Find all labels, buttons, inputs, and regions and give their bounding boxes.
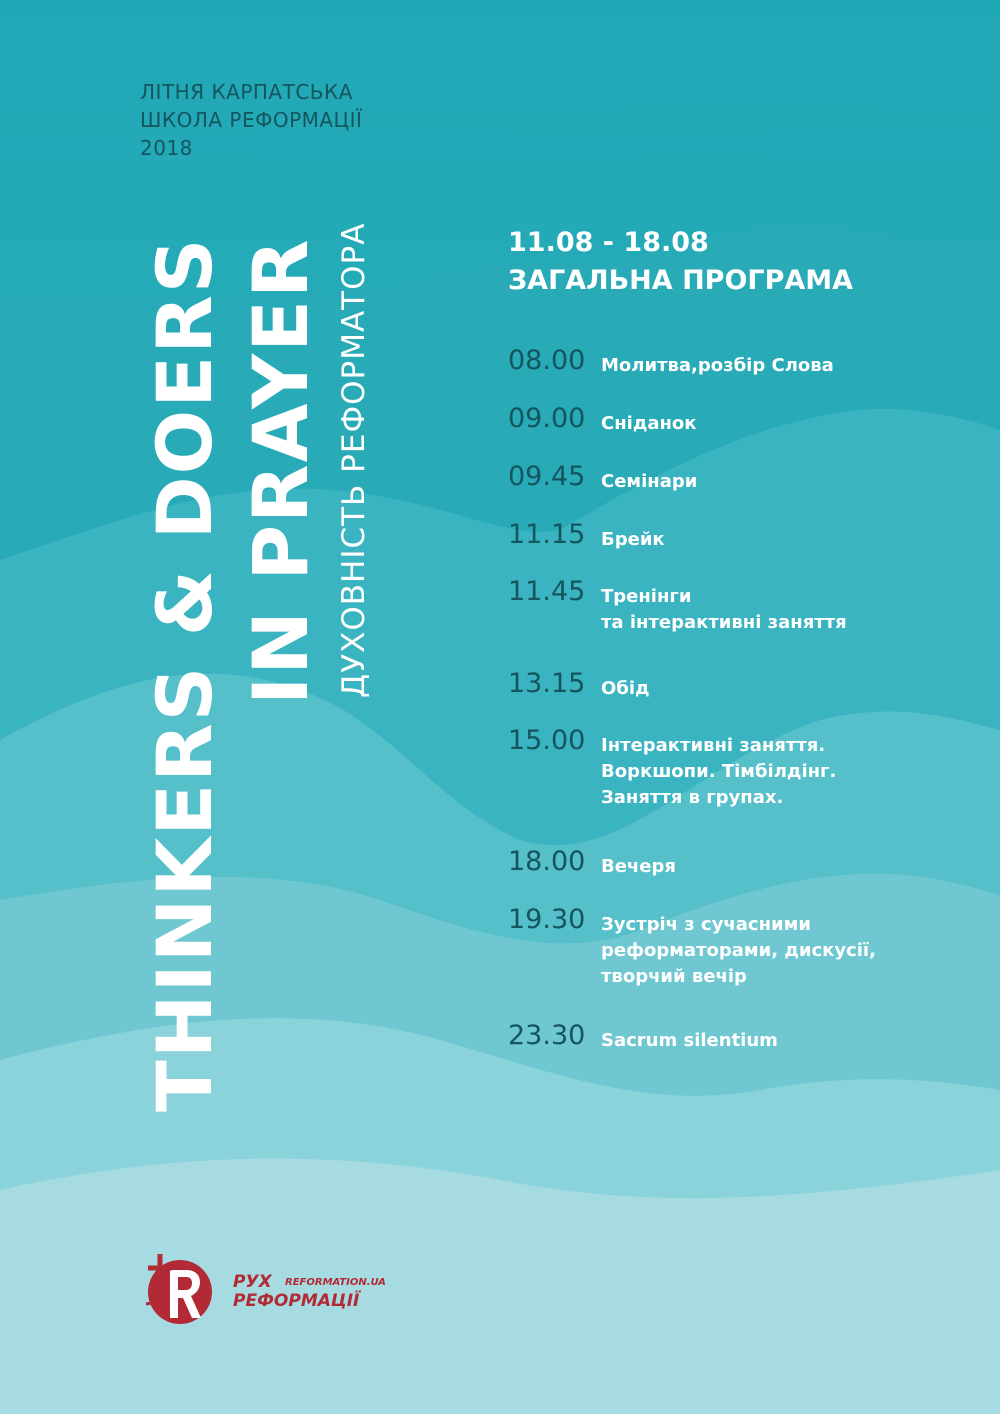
schedule-activity xyxy=(601,527,665,553)
schedule-time: 09.45 xyxy=(508,461,586,492)
school-line-2: ШКОЛА РЕФОРМАЦІЇ xyxy=(140,108,363,132)
r-cross-logo-icon xyxy=(140,1244,220,1334)
logo-ruh-text: РУХ xyxy=(233,1272,272,1292)
schedule-activity xyxy=(601,584,847,636)
program-dates: 11.08 - 18.08 xyxy=(508,227,709,258)
schedule-activity xyxy=(601,912,876,990)
activity-line: творчий вечір xyxy=(601,966,747,987)
ruh-reformatsii-logo xyxy=(140,1244,386,1344)
school-line-1: ЛІТНЯ КАРПАТСЬКА xyxy=(140,80,353,104)
schedule-time: 18.00 xyxy=(508,846,586,877)
activity-line: Воркшопи. Тімбілдінг. xyxy=(601,761,837,782)
school-title-block xyxy=(140,78,362,162)
schedule-time: 11.45 xyxy=(508,576,586,607)
schedule-time: 15.00 xyxy=(508,725,586,756)
schedule-activity xyxy=(601,1028,778,1054)
schedule-time: 08.00 xyxy=(508,345,586,376)
title-line-2: IN PRAYER xyxy=(236,237,325,705)
schedule-activity xyxy=(601,411,697,437)
schedule-activity xyxy=(601,469,697,495)
program-header xyxy=(508,224,853,300)
program-heading: ЗАГАЛЬНА ПРОГРАМА xyxy=(508,265,854,296)
schedule-time: 19.30 xyxy=(508,904,586,935)
schedule-activity xyxy=(601,733,836,811)
activity-line: Тренінги xyxy=(601,586,692,607)
schedule-time: 11.15 xyxy=(508,519,586,550)
title-subtitle: ДУХОВНІСТЬ РЕФОРМАТОРА xyxy=(336,222,372,698)
activity-line: реформаторами, дискусії, xyxy=(601,940,876,961)
logo-site-text: REFORMATION.UA xyxy=(285,1277,386,1288)
activity-line: Сніданок xyxy=(601,413,697,434)
activity-line: Sacrum silentium xyxy=(601,1030,778,1051)
activity-line: Заняття в групах. xyxy=(601,787,784,808)
school-year: 2018 xyxy=(140,136,193,160)
schedule-activity xyxy=(601,676,650,702)
title-line-1: THINKERS & DOERS xyxy=(140,236,229,1112)
activity-line: Обід xyxy=(601,678,650,699)
schedule-time: 23.30 xyxy=(508,1020,586,1051)
activity-line: Вечеря xyxy=(601,856,676,877)
activity-line: та інтерактивні заняття xyxy=(601,612,847,633)
activity-line: Інтерактивні заняття. xyxy=(601,735,826,756)
schedule-activity xyxy=(601,854,676,880)
schedule-activity xyxy=(601,353,834,379)
logo-reformatsii-text: РЕФОРМАЦІЇ xyxy=(233,1291,360,1311)
schedule-time: 13.15 xyxy=(508,668,586,699)
activity-line: Брейк xyxy=(601,529,665,550)
activity-line: Молитва,розбір Слова xyxy=(601,355,834,376)
schedule-time: 09.00 xyxy=(508,403,586,434)
activity-line: Семінари xyxy=(601,471,698,492)
activity-line: Зустріч з сучасними xyxy=(601,914,811,935)
